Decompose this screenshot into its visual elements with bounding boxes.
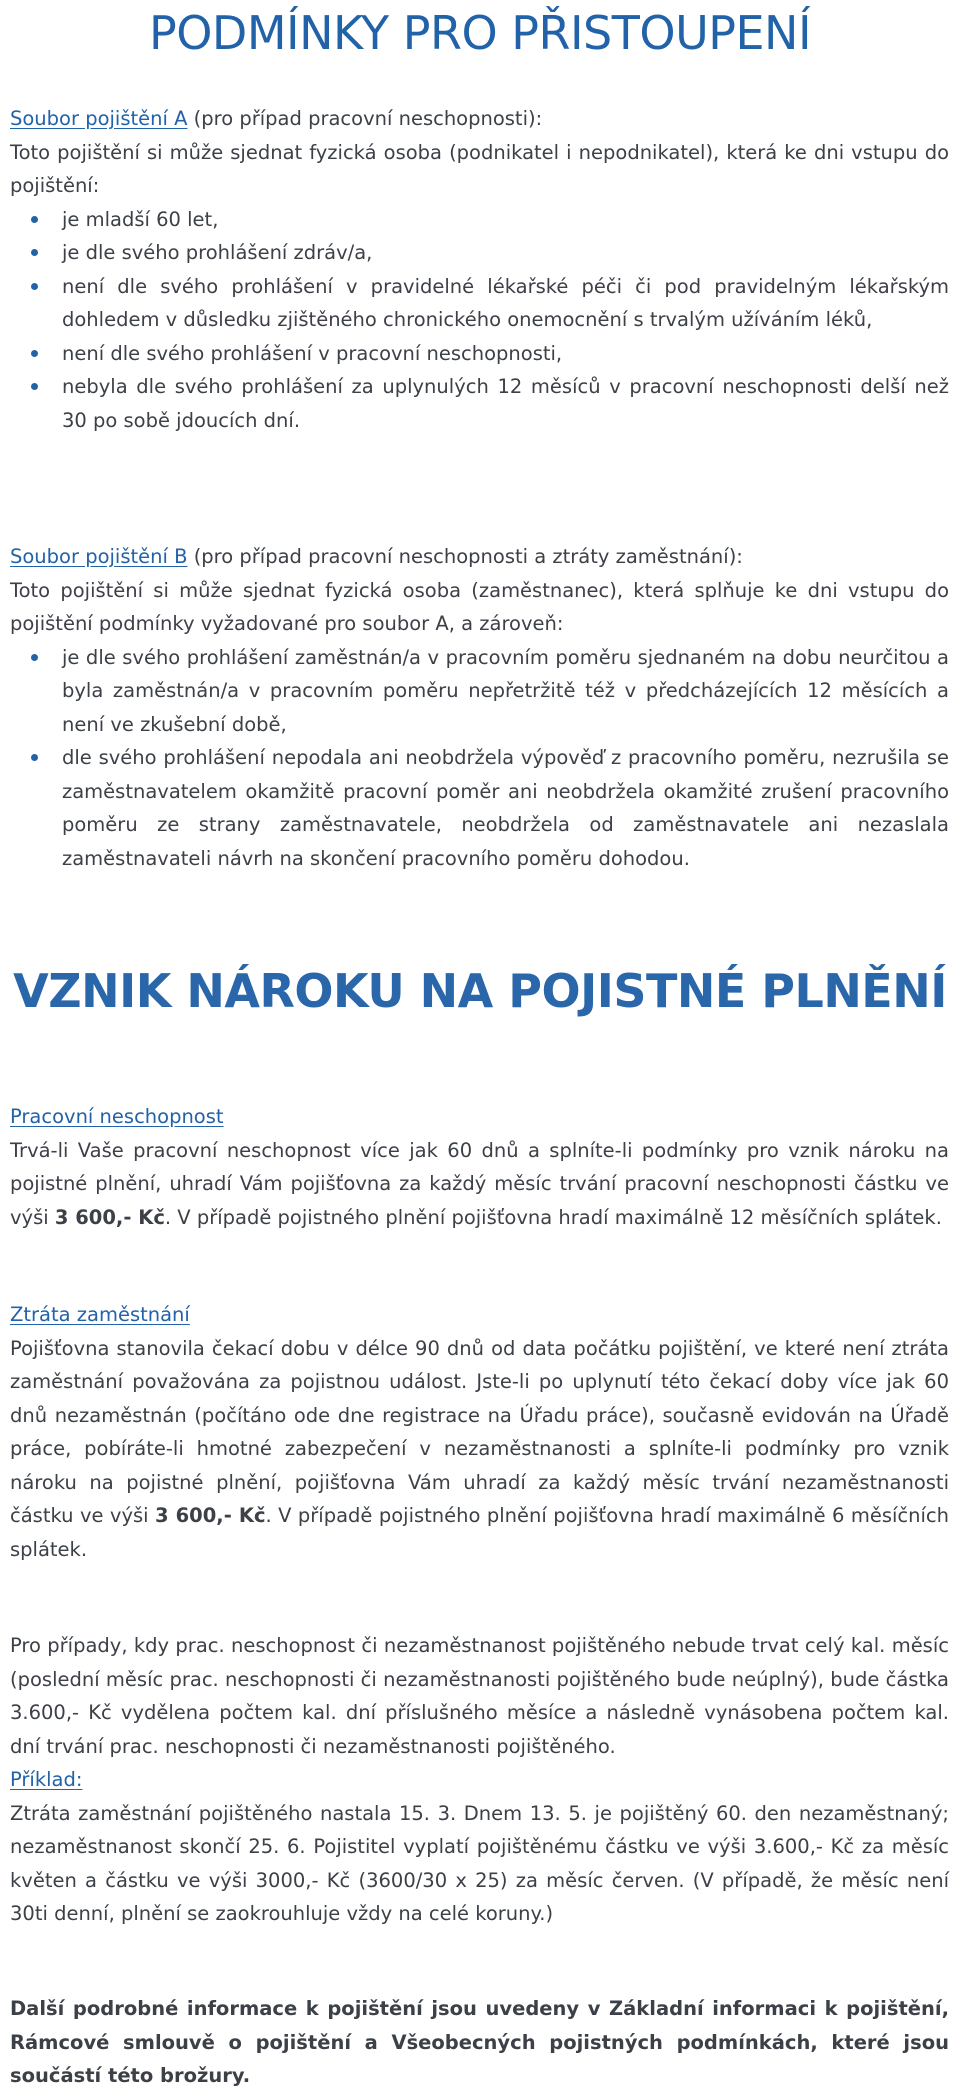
set-b-intro: Toto pojištění si může sjednat fyzická osoba (zaměstnanec), která splňuje ke dni vstupu do pojištění podmínky vyžadované pro soubor A, a zároveň: xyxy=(10,578,949,635)
bullet-icon xyxy=(31,383,38,390)
example-text: Ztráta zaměstnání pojištěného nastala 15. 3. Dnem 13. 5. je pojištěný 60. den nezaměstnaný; nezaměstnanost skončí 25. 6. Pojistitel vyplatí pojištěnému částku ve výši 3.600,- Kč za měsíc květen a částku ve výši 3000,- Kč (3600/30 x 25) za měsíc červen. (V případě, že měsíc není 30ti denní, plnění se zaokrouhluje vždy na celé koruny.) xyxy=(10,1801,949,1925)
bullet-icon xyxy=(31,283,38,290)
bullet-icon xyxy=(31,350,38,357)
set-a-heading xyxy=(10,102,949,136)
set-b-label-suffix: (pro případ pracovní neschopnosti a ztráty zaměstnání): xyxy=(187,545,743,568)
set-b-list xyxy=(10,641,949,876)
list-item: je dle svého prohlášení zdráv/a, xyxy=(10,236,949,270)
bullet-icon xyxy=(31,754,38,761)
job-loss-text: Pojišťovna stanovila čekací dobu v délce 90 dnů od data počátku pojištění, ve které není ztráta zaměstnání považována za pojistnou událost. Jste-li po uplynutí této čekací doby více jak 60 dnů nezaměstnán (počítáno ode dne registrace na Úřadu práce), současně evidován na Úřadě práce, pobíráte-li hmotné zabezpečení v nezaměstnanosti a splníte-li podmínky pro vznik nároku na pojistné plnění, pojišťovna Vám uhradí za každý měsíc trvání nezaměstnanosti částku ve výši 3 600,- Kč. V případě pojistného plnění pojišťovna hradí maximálně 6 měsíčních splátek. xyxy=(10,1336,949,1561)
section-title-conditions: PODMÍNKY PRO PŘISTOUPENÍ xyxy=(148,6,812,60)
partial-month-section xyxy=(10,1629,949,1931)
set-b-heading xyxy=(10,540,949,574)
set-a-section xyxy=(10,102,949,437)
example-heading: Příklad: xyxy=(10,1768,83,1791)
list-item: dle svého prohlášení nepodala ani neobdržela výpověď z pracovního poměru, nezrušila se zaměstnavatelem okamžitě pracovní poměr ani neobdržela okamžité zrušení pracovního poměru ze strany zaměstnavatele, neobdržela od zaměstnavatele ani nezaslala zaměstnavateli návrh na skončení pracovního poměru dohodou. xyxy=(10,741,949,875)
partial-month-text: Pro případy, kdy prac. neschopnost či nezaměstnanost pojištěného nebude trvat celý kal. měsíc (poslední měsíc prac. neschopnosti či nezaměstnanosti pojištěného bude neúplný), bude částka 3.600,- Kč vydělena počtem kal. dní příslušného měsíce a následně vynásobena počtem kal. dní trvání prac. neschopnosti či nezaměstnanosti pojištěného. xyxy=(10,1634,949,1758)
section-title-claims: VZNIK NÁROKU NA POJISTNÉ PLNĚNÍ xyxy=(13,964,947,1018)
sick-leave-section xyxy=(10,1100,949,1234)
final-note-section xyxy=(10,1992,949,2093)
bullet-icon xyxy=(31,249,38,256)
set-a-list xyxy=(10,203,949,438)
job-loss-heading: Ztráta zaměstnání xyxy=(10,1303,190,1326)
list-item: je mladší 60 let, xyxy=(10,203,949,237)
set-b-label: Soubor pojištění B xyxy=(10,545,188,568)
list-item: je dle svého prohlášení zaměstnán/a v pracovním poměru sjednaném na dobu neurčitou a byla zaměstnán/a v pracovním poměru nepřetržitě též v předcházejících 12 měsících a není ve zkušební době, xyxy=(10,641,949,742)
sick-leave-heading: Pracovní neschopnost xyxy=(10,1105,224,1128)
set-a-label-suffix: (pro případ pracovní neschopnosti): xyxy=(187,107,543,130)
amount-value: 3 600,- Kč xyxy=(155,1504,266,1527)
amount-value: 3 600,- Kč xyxy=(54,1205,165,1229)
final-note: Další podrobné informace k pojištění jsou uvedeny v Základní informaci k pojištění, Rámcové smlouvě o pojištění a Všeobecných pojistných podmínkách, které jsou součástí této brožury. xyxy=(10,1997,949,2087)
list-item: není dle svého prohlášení v pravidelné lékařské péči či pod pravidelným lékařským dohledem v důsledku zjištěného chronického onemocnění s trvalým užíváním léků, xyxy=(10,270,949,337)
bullet-icon xyxy=(31,654,38,661)
set-a-intro: Toto pojištění si může sjednat fyzická osoba (podnikatel i nepodnikatel), která ke dni vstupu do pojištění: xyxy=(10,140,949,197)
job-loss-section xyxy=(10,1298,949,1566)
bullet-icon xyxy=(31,216,38,223)
list-item: nebyla dle svého prohlášení za uplynulých 12 měsíců v pracovní neschopnosti delší než 30 po sobě jdoucích dní. xyxy=(10,370,949,437)
set-a-label: Soubor pojištění A xyxy=(10,107,188,130)
list-item: není dle svého prohlášení v pracovní neschopnosti, xyxy=(10,337,949,371)
set-b-section xyxy=(10,540,949,875)
sick-leave-text: Trvá-li Vaše pracovní neschopnost více jak 60 dnů a splníte-li podmínky pro vznik nároku na pojistné plnění, uhradí Vám pojišťovna za každý měsíc trvání pracovní neschopnosti částku ve výši 3 600,- Kč. V případě pojistného plnění pojišťovna hradí maximálně 12 měsíčních splátek. xyxy=(10,1138,949,1229)
